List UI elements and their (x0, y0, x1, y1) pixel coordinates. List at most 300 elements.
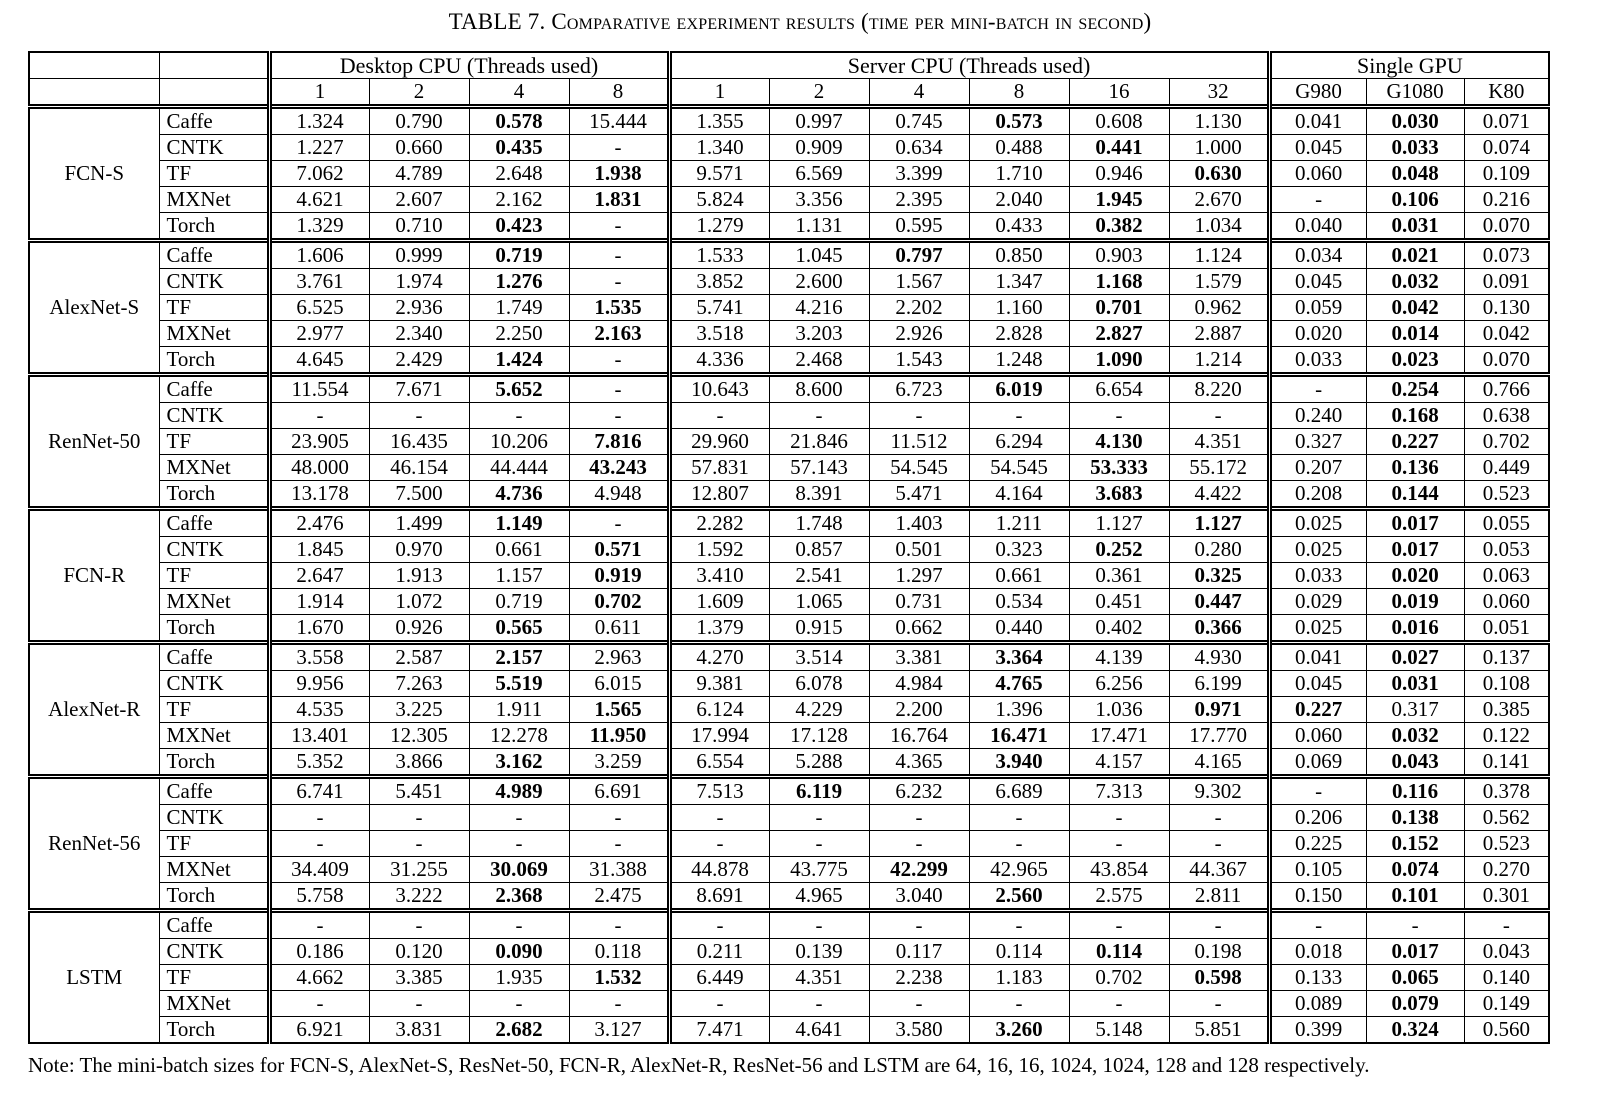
value-cell: - (569, 135, 669, 161)
value-cell: 4.139 (1069, 643, 1169, 671)
value-cell: 0.560 (1464, 1017, 1549, 1044)
value-cell: 43.775 (769, 857, 869, 883)
value-cell: 4.365 (869, 749, 969, 777)
value-cell: 0.033 (1269, 347, 1366, 375)
value-cell: 0.225 (1269, 831, 1366, 857)
value-cell: 0.034 (1269, 241, 1366, 269)
value-cell: 1.036 (1069, 697, 1169, 723)
value-cell: 0.435 (469, 135, 569, 161)
col-header-32: 32 (1169, 79, 1269, 107)
value-cell: 1.499 (369, 509, 469, 537)
table-row (29, 537, 1549, 563)
value-cell: 54.545 (869, 455, 969, 481)
value-cell: 16.764 (869, 723, 969, 749)
value-cell: 7.513 (669, 777, 769, 805)
value-cell: 0.327 (1269, 429, 1366, 455)
value-cell: 0.139 (769, 939, 869, 965)
table-row (29, 481, 1549, 509)
value-cell: 6.689 (969, 777, 1069, 805)
value-cell: 43.854 (1069, 857, 1169, 883)
value-cell: 0.207 (1269, 455, 1366, 481)
value-cell: 0.638 (1464, 403, 1549, 429)
value-cell: 0.206 (1269, 805, 1366, 831)
table-row (29, 883, 1549, 911)
value-cell: - (569, 241, 669, 269)
framework-name: TF (159, 965, 269, 991)
value-cell: 0.999 (369, 241, 469, 269)
value-cell: 0.041 (1269, 107, 1366, 135)
value-cell: 3.518 (669, 321, 769, 347)
value-cell: 0.745 (869, 107, 969, 135)
value-cell: 0.971 (1169, 697, 1269, 723)
value-cell: 11.950 (569, 723, 669, 749)
corner-cell-framework (159, 52, 269, 79)
value-cell: - (369, 403, 469, 429)
value-cell: 4.351 (769, 965, 869, 991)
value-cell: 48.000 (269, 455, 369, 481)
value-cell: 4.984 (869, 671, 969, 697)
header-group-row (29, 52, 1549, 79)
value-cell: 0.150 (1269, 883, 1366, 911)
framework-name: CNTK (159, 939, 269, 965)
value-cell: 29.960 (669, 429, 769, 455)
value-cell: - (569, 403, 669, 429)
value-cell: 1.045 (769, 241, 869, 269)
value-cell: 1.279 (669, 213, 769, 241)
value-cell: 2.936 (369, 295, 469, 321)
value-cell: - (469, 805, 569, 831)
table-row (29, 241, 1549, 269)
value-cell: 0.120 (369, 939, 469, 965)
value-cell: 11.554 (269, 375, 369, 403)
value-cell: 0.060 (1269, 161, 1366, 187)
value-cell: 0.903 (1069, 241, 1169, 269)
value-cell: 0.136 (1366, 455, 1464, 481)
value-cell: - (1269, 911, 1366, 939)
value-cell: 0.042 (1464, 321, 1549, 347)
value-cell: 0.571 (569, 537, 669, 563)
value-cell: 0.027 (1366, 643, 1464, 671)
corner-cell-model-2 (29, 79, 159, 107)
value-cell: 0.366 (1169, 615, 1269, 643)
value-cell: 0.926 (369, 615, 469, 643)
table-row (29, 187, 1549, 213)
value-cell: 3.203 (769, 321, 869, 347)
value-cell: 1.329 (269, 213, 369, 241)
value-cell: 46.154 (369, 455, 469, 481)
value-cell: 0.114 (1069, 939, 1169, 965)
value-cell: 0.020 (1366, 563, 1464, 589)
value-cell: 0.240 (1269, 403, 1366, 429)
model-name: AlexNet-R (29, 643, 159, 777)
value-cell: 1.130 (1169, 107, 1269, 135)
table-row (29, 161, 1549, 187)
value-cell: 0.598 (1169, 965, 1269, 991)
value-cell: - (1269, 375, 1366, 403)
value-cell: 1.124 (1169, 241, 1269, 269)
value-cell: - (969, 991, 1069, 1017)
value-cell: 0.946 (1069, 161, 1169, 187)
value-cell: - (1269, 187, 1366, 213)
value-cell: 0.216 (1464, 187, 1549, 213)
value-cell: 0.534 (969, 589, 1069, 615)
value-cell: 4.351 (1169, 429, 1269, 455)
value-cell: 1.347 (969, 269, 1069, 295)
framework-name: Torch (159, 213, 269, 241)
value-cell: 0.117 (869, 939, 969, 965)
value-cell: 3.940 (969, 749, 1069, 777)
framework-name: MXNet (159, 589, 269, 615)
value-cell: 0.323 (969, 537, 1069, 563)
value-cell: 0.014 (1366, 321, 1464, 347)
value-cell: 0.065 (1366, 965, 1464, 991)
value-cell: 1.935 (469, 965, 569, 991)
table-row (29, 509, 1549, 537)
value-cell: 0.074 (1366, 857, 1464, 883)
value-cell: 2.575 (1069, 883, 1169, 911)
value-cell: 16.435 (369, 429, 469, 455)
value-cell: - (1169, 991, 1269, 1017)
value-cell: 8.391 (769, 481, 869, 509)
value-cell: 1.127 (1169, 509, 1269, 537)
value-cell: 0.043 (1464, 939, 1549, 965)
value-cell: 0.523 (1464, 481, 1549, 509)
value-cell: - (1169, 805, 1269, 831)
value-cell: 7.500 (369, 481, 469, 509)
value-cell: - (869, 805, 969, 831)
col-header-8: 8 (569, 79, 669, 107)
value-cell: 1.535 (569, 295, 669, 321)
table-row (29, 455, 1549, 481)
value-cell: 0.611 (569, 615, 669, 643)
value-cell: 0.063 (1464, 563, 1549, 589)
value-cell: 13.401 (269, 723, 369, 749)
value-cell: 0.662 (869, 615, 969, 643)
value-cell: 1.396 (969, 697, 1069, 723)
value-cell: 8.220 (1169, 375, 1269, 403)
value-cell: 12.278 (469, 723, 569, 749)
table-row (29, 269, 1549, 295)
table-row (29, 375, 1549, 403)
model-group-rennet-56 (29, 777, 1549, 911)
framework-name: CNTK (159, 537, 269, 563)
value-cell: 2.648 (469, 161, 569, 187)
value-cell: 44.444 (469, 455, 569, 481)
value-cell: 0.106 (1366, 187, 1464, 213)
value-cell: 4.989 (469, 777, 569, 805)
value-cell: 0.227 (1366, 429, 1464, 455)
value-cell: 2.587 (369, 643, 469, 671)
value-cell: - (969, 911, 1069, 939)
value-cell: 6.723 (869, 375, 969, 403)
framework-name: Caffe (159, 509, 269, 537)
value-cell: 1.160 (969, 295, 1069, 321)
value-cell: 0.023 (1366, 347, 1464, 375)
value-cell: 3.410 (669, 563, 769, 589)
value-cell: 3.381 (869, 643, 969, 671)
value-cell: - (1169, 403, 1269, 429)
model-name: AlexNet-S (29, 241, 159, 375)
value-cell: - (1069, 831, 1169, 857)
value-cell: 0.073 (1464, 241, 1549, 269)
table-row (29, 939, 1549, 965)
value-cell: 0.915 (769, 615, 869, 643)
value-cell: 1.845 (269, 537, 369, 563)
value-cell: 53.333 (1069, 455, 1169, 481)
value-cell: 9.571 (669, 161, 769, 187)
value-cell: 4.422 (1169, 481, 1269, 509)
framework-name: Torch (159, 749, 269, 777)
value-cell: 0.030 (1366, 107, 1464, 135)
framework-name: CNTK (159, 403, 269, 429)
value-cell: - (269, 403, 369, 429)
table-row (29, 563, 1549, 589)
model-name: FCN-R (29, 509, 159, 643)
value-cell: 1.424 (469, 347, 569, 375)
col-header-2: 2 (769, 79, 869, 107)
value-cell: 3.831 (369, 1017, 469, 1044)
table-row (29, 429, 1549, 455)
value-cell: 2.600 (769, 269, 869, 295)
model-group-fcn-s (29, 107, 1549, 241)
value-cell: 0.144 (1366, 481, 1464, 509)
value-cell: 1.532 (569, 965, 669, 991)
value-cell: 1.670 (269, 615, 369, 643)
value-cell: 4.930 (1169, 643, 1269, 671)
value-cell: 0.578 (469, 107, 569, 135)
value-cell: 2.429 (369, 347, 469, 375)
value-cell: 1.297 (869, 563, 969, 589)
framework-name: Torch (159, 347, 269, 375)
value-cell: 0.385 (1464, 697, 1549, 723)
value-cell: 0.043 (1366, 749, 1464, 777)
value-cell: - (1269, 777, 1366, 805)
value-cell: 8.600 (769, 375, 869, 403)
model-group-lstm (29, 911, 1549, 1044)
value-cell: 3.866 (369, 749, 469, 777)
value-cell: 0.702 (569, 589, 669, 615)
value-cell: 1.127 (1069, 509, 1169, 537)
value-cell: 0.447 (1169, 589, 1269, 615)
value-cell: 0.562 (1464, 805, 1549, 831)
value-cell: 2.200 (869, 697, 969, 723)
value-cell: 0.449 (1464, 455, 1549, 481)
value-cell: 2.282 (669, 509, 769, 537)
value-cell: 0.211 (669, 939, 769, 965)
value-cell: 3.580 (869, 1017, 969, 1044)
model-group-alexnet-s (29, 241, 1549, 375)
value-cell: 4.130 (1069, 429, 1169, 455)
value-cell: 0.423 (469, 213, 569, 241)
value-cell: 7.671 (369, 375, 469, 403)
model-group-rennet-50 (29, 375, 1549, 509)
value-cell: 1.355 (669, 107, 769, 135)
value-cell: 0.378 (1464, 777, 1549, 805)
value-cell: - (1464, 911, 1549, 939)
framework-name: Torch (159, 481, 269, 509)
value-cell: - (1069, 805, 1169, 831)
value-cell: 34.409 (269, 857, 369, 883)
value-cell: 3.399 (869, 161, 969, 187)
value-cell: 1.090 (1069, 347, 1169, 375)
value-cell: 1.276 (469, 269, 569, 295)
col-group-desktop-cpu: Desktop CPU (Threads used) (269, 52, 669, 79)
value-cell: 23.905 (269, 429, 369, 455)
value-cell: 6.921 (269, 1017, 369, 1044)
value-cell: 1.211 (969, 509, 1069, 537)
col-header-4: 4 (869, 79, 969, 107)
table-header (29, 52, 1549, 107)
value-cell: 0.025 (1269, 509, 1366, 537)
value-cell: 1.065 (769, 589, 869, 615)
value-cell: 4.736 (469, 481, 569, 509)
value-cell: 17.770 (1169, 723, 1269, 749)
value-cell: - (469, 911, 569, 939)
value-cell: 0.017 (1366, 537, 1464, 563)
value-cell: 4.229 (769, 697, 869, 723)
value-cell: 17.471 (1069, 723, 1169, 749)
value-cell: 2.395 (869, 187, 969, 213)
value-cell: 0.909 (769, 135, 869, 161)
value-cell: 0.280 (1169, 537, 1269, 563)
col-group-single-gpu: Single GPU (1269, 52, 1549, 79)
value-cell: 0.141 (1464, 749, 1549, 777)
value-cell: 0.051 (1464, 615, 1549, 643)
value-cell: 1.000 (1169, 135, 1269, 161)
model-name: RenNet-50 (29, 375, 159, 509)
value-cell: 4.765 (969, 671, 1069, 697)
table-row (29, 321, 1549, 347)
value-cell: 0.595 (869, 213, 969, 241)
value-cell: 0.168 (1366, 403, 1464, 429)
value-cell: 2.811 (1169, 883, 1269, 911)
value-cell: 0.970 (369, 537, 469, 563)
value-cell: 6.554 (669, 749, 769, 777)
value-cell: 0.060 (1464, 589, 1549, 615)
value-cell: 0.032 (1366, 723, 1464, 749)
value-cell: 0.501 (869, 537, 969, 563)
value-cell: - (369, 805, 469, 831)
table-row (29, 403, 1549, 429)
value-cell: 4.165 (1169, 749, 1269, 777)
table-row (29, 615, 1549, 643)
value-cell: 0.041 (1269, 643, 1366, 671)
value-cell: 0.116 (1366, 777, 1464, 805)
value-cell: - (569, 831, 669, 857)
value-cell: 0.025 (1269, 537, 1366, 563)
value-cell: 3.558 (269, 643, 369, 671)
value-cell: 5.824 (669, 187, 769, 213)
value-cell: 1.340 (669, 135, 769, 161)
value-cell: - (369, 831, 469, 857)
table-row (29, 991, 1549, 1017)
value-cell: 2.163 (569, 321, 669, 347)
value-cell: 5.352 (269, 749, 369, 777)
value-cell: 1.579 (1169, 269, 1269, 295)
value-cell: 0.441 (1069, 135, 1169, 161)
value-cell: - (469, 991, 569, 1017)
value-cell: 0.702 (1069, 965, 1169, 991)
value-cell: 15.444 (569, 107, 669, 135)
framework-name: MXNet (159, 991, 269, 1017)
value-cell: 0.017 (1366, 509, 1464, 537)
framework-name: TF (159, 161, 269, 187)
value-cell: 0.857 (769, 537, 869, 563)
value-cell: 1.034 (1169, 213, 1269, 241)
value-cell: 0.573 (969, 107, 1069, 135)
framework-name: Caffe (159, 375, 269, 403)
framework-name: TF (159, 697, 269, 723)
col-header-1: 1 (269, 79, 369, 107)
value-cell: 0.045 (1269, 671, 1366, 697)
value-cell: 0.962 (1169, 295, 1269, 321)
value-cell: 2.250 (469, 321, 569, 347)
value-cell: 16.471 (969, 723, 1069, 749)
value-cell: 0.031 (1366, 213, 1464, 241)
value-cell: 1.403 (869, 509, 969, 537)
value-cell: 3.127 (569, 1017, 669, 1044)
value-cell: 1.533 (669, 241, 769, 269)
col-header-8: 8 (969, 79, 1069, 107)
value-cell: 6.294 (969, 429, 1069, 455)
value-cell: 2.202 (869, 295, 969, 321)
value-cell: 5.288 (769, 749, 869, 777)
value-cell: - (669, 911, 769, 939)
value-cell: 0.059 (1269, 295, 1366, 321)
value-cell: 0.091 (1464, 269, 1549, 295)
value-cell: 0.270 (1464, 857, 1549, 883)
value-cell: 0.033 (1366, 135, 1464, 161)
value-cell: 0.074 (1464, 135, 1549, 161)
value-cell: 0.660 (369, 135, 469, 161)
value-cell: 4.789 (369, 161, 469, 187)
value-cell: 0.152 (1366, 831, 1464, 857)
value-cell: - (769, 831, 869, 857)
table-row (29, 805, 1549, 831)
table-row (29, 777, 1549, 805)
value-cell: - (669, 403, 769, 429)
framework-name: Torch (159, 1017, 269, 1044)
model-name: FCN-S (29, 107, 159, 241)
framework-name: TF (159, 831, 269, 857)
value-cell: 1.567 (869, 269, 969, 295)
value-cell: 0.105 (1269, 857, 1366, 883)
value-cell: 0.208 (1269, 481, 1366, 509)
framework-name: MXNet (159, 455, 269, 481)
model-name: LSTM (29, 911, 159, 1044)
value-cell: 31.255 (369, 857, 469, 883)
value-cell: 6.449 (669, 965, 769, 991)
value-cell: 2.607 (369, 187, 469, 213)
value-cell: 0.254 (1366, 375, 1464, 403)
value-cell: 0.021 (1366, 241, 1464, 269)
framework-name: TF (159, 563, 269, 589)
framework-name: Torch (159, 883, 269, 911)
value-cell: 0.089 (1269, 991, 1366, 1017)
value-cell: 5.741 (669, 295, 769, 321)
value-cell: 0.040 (1269, 213, 1366, 241)
value-cell: 4.535 (269, 697, 369, 723)
value-cell: - (869, 911, 969, 939)
value-cell: 6.256 (1069, 671, 1169, 697)
value-cell: 3.260 (969, 1017, 1069, 1044)
value-cell: 4.270 (669, 643, 769, 671)
value-cell: - (569, 805, 669, 831)
framework-name: TF (159, 295, 269, 321)
value-cell: - (1169, 831, 1269, 857)
col-header-2: 2 (369, 79, 469, 107)
value-cell: 2.157 (469, 643, 569, 671)
